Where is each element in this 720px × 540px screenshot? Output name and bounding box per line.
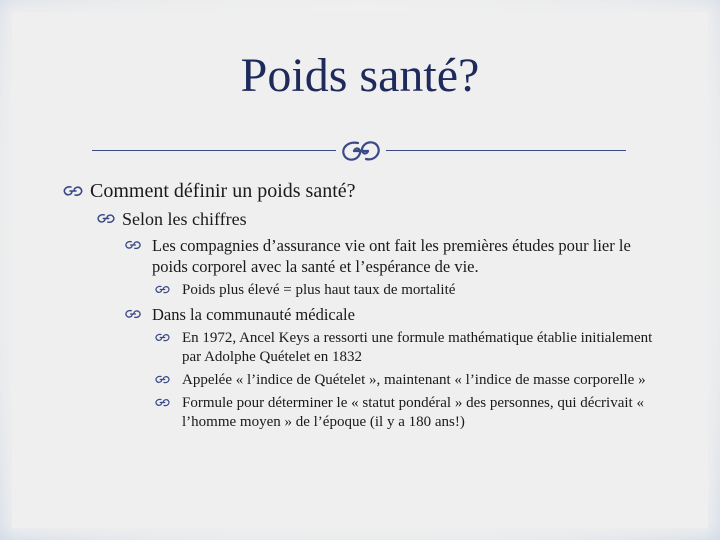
list-item-text: Formule pour déterminer le « statut pondéral » des personnes, qui décrivait « l’homme moyen » de l’époque (il y a 180 ans!) [182, 395, 644, 430]
ornament-bullet-icon [154, 333, 182, 342]
list-item-text: Les compagnies d’assurance vie ont fait les premières études pour lier le poids corporel avec la santé et l’espérance de vie. [152, 236, 631, 276]
slide-title: Poids santé? [240, 49, 480, 102]
ornament-bullet-icon [124, 309, 152, 319]
list-item [154, 329, 662, 367]
list-item-text: En 1972, Ancel Keys a ressorti une formule mathématique établie initialement par Adolphe Quételet en 1832 [182, 330, 653, 365]
list-item [154, 394, 662, 432]
ornament-bullet-icon [154, 398, 182, 407]
list-item [154, 281, 662, 300]
list-item-text: Selon les chiffres [122, 209, 247, 229]
ornament-bullet-icon [154, 285, 182, 294]
list-item-text: Comment définir un poids santé? [90, 180, 356, 202]
list-item-text: Appelée « l’indice de Quételet », maintenant « l’indice de masse corporelle » [182, 372, 646, 388]
list-item [154, 371, 662, 390]
ornament-scroll-icon [336, 136, 386, 166]
bullet-list [62, 178, 662, 432]
list-item-text: Poids plus élevé = plus haut taux de mortalité [182, 282, 456, 298]
ornament-bullet-icon [62, 185, 90, 197]
ornament-bullet-icon [124, 240, 152, 250]
list-item-text: Dans la communauté médicale [152, 305, 355, 324]
list-item [62, 178, 662, 204]
ornament-bullet-icon [154, 375, 182, 384]
ornament-bullet-icon [96, 213, 122, 224]
list-item [124, 304, 662, 325]
list-item [124, 235, 662, 277]
list-item [96, 207, 662, 231]
